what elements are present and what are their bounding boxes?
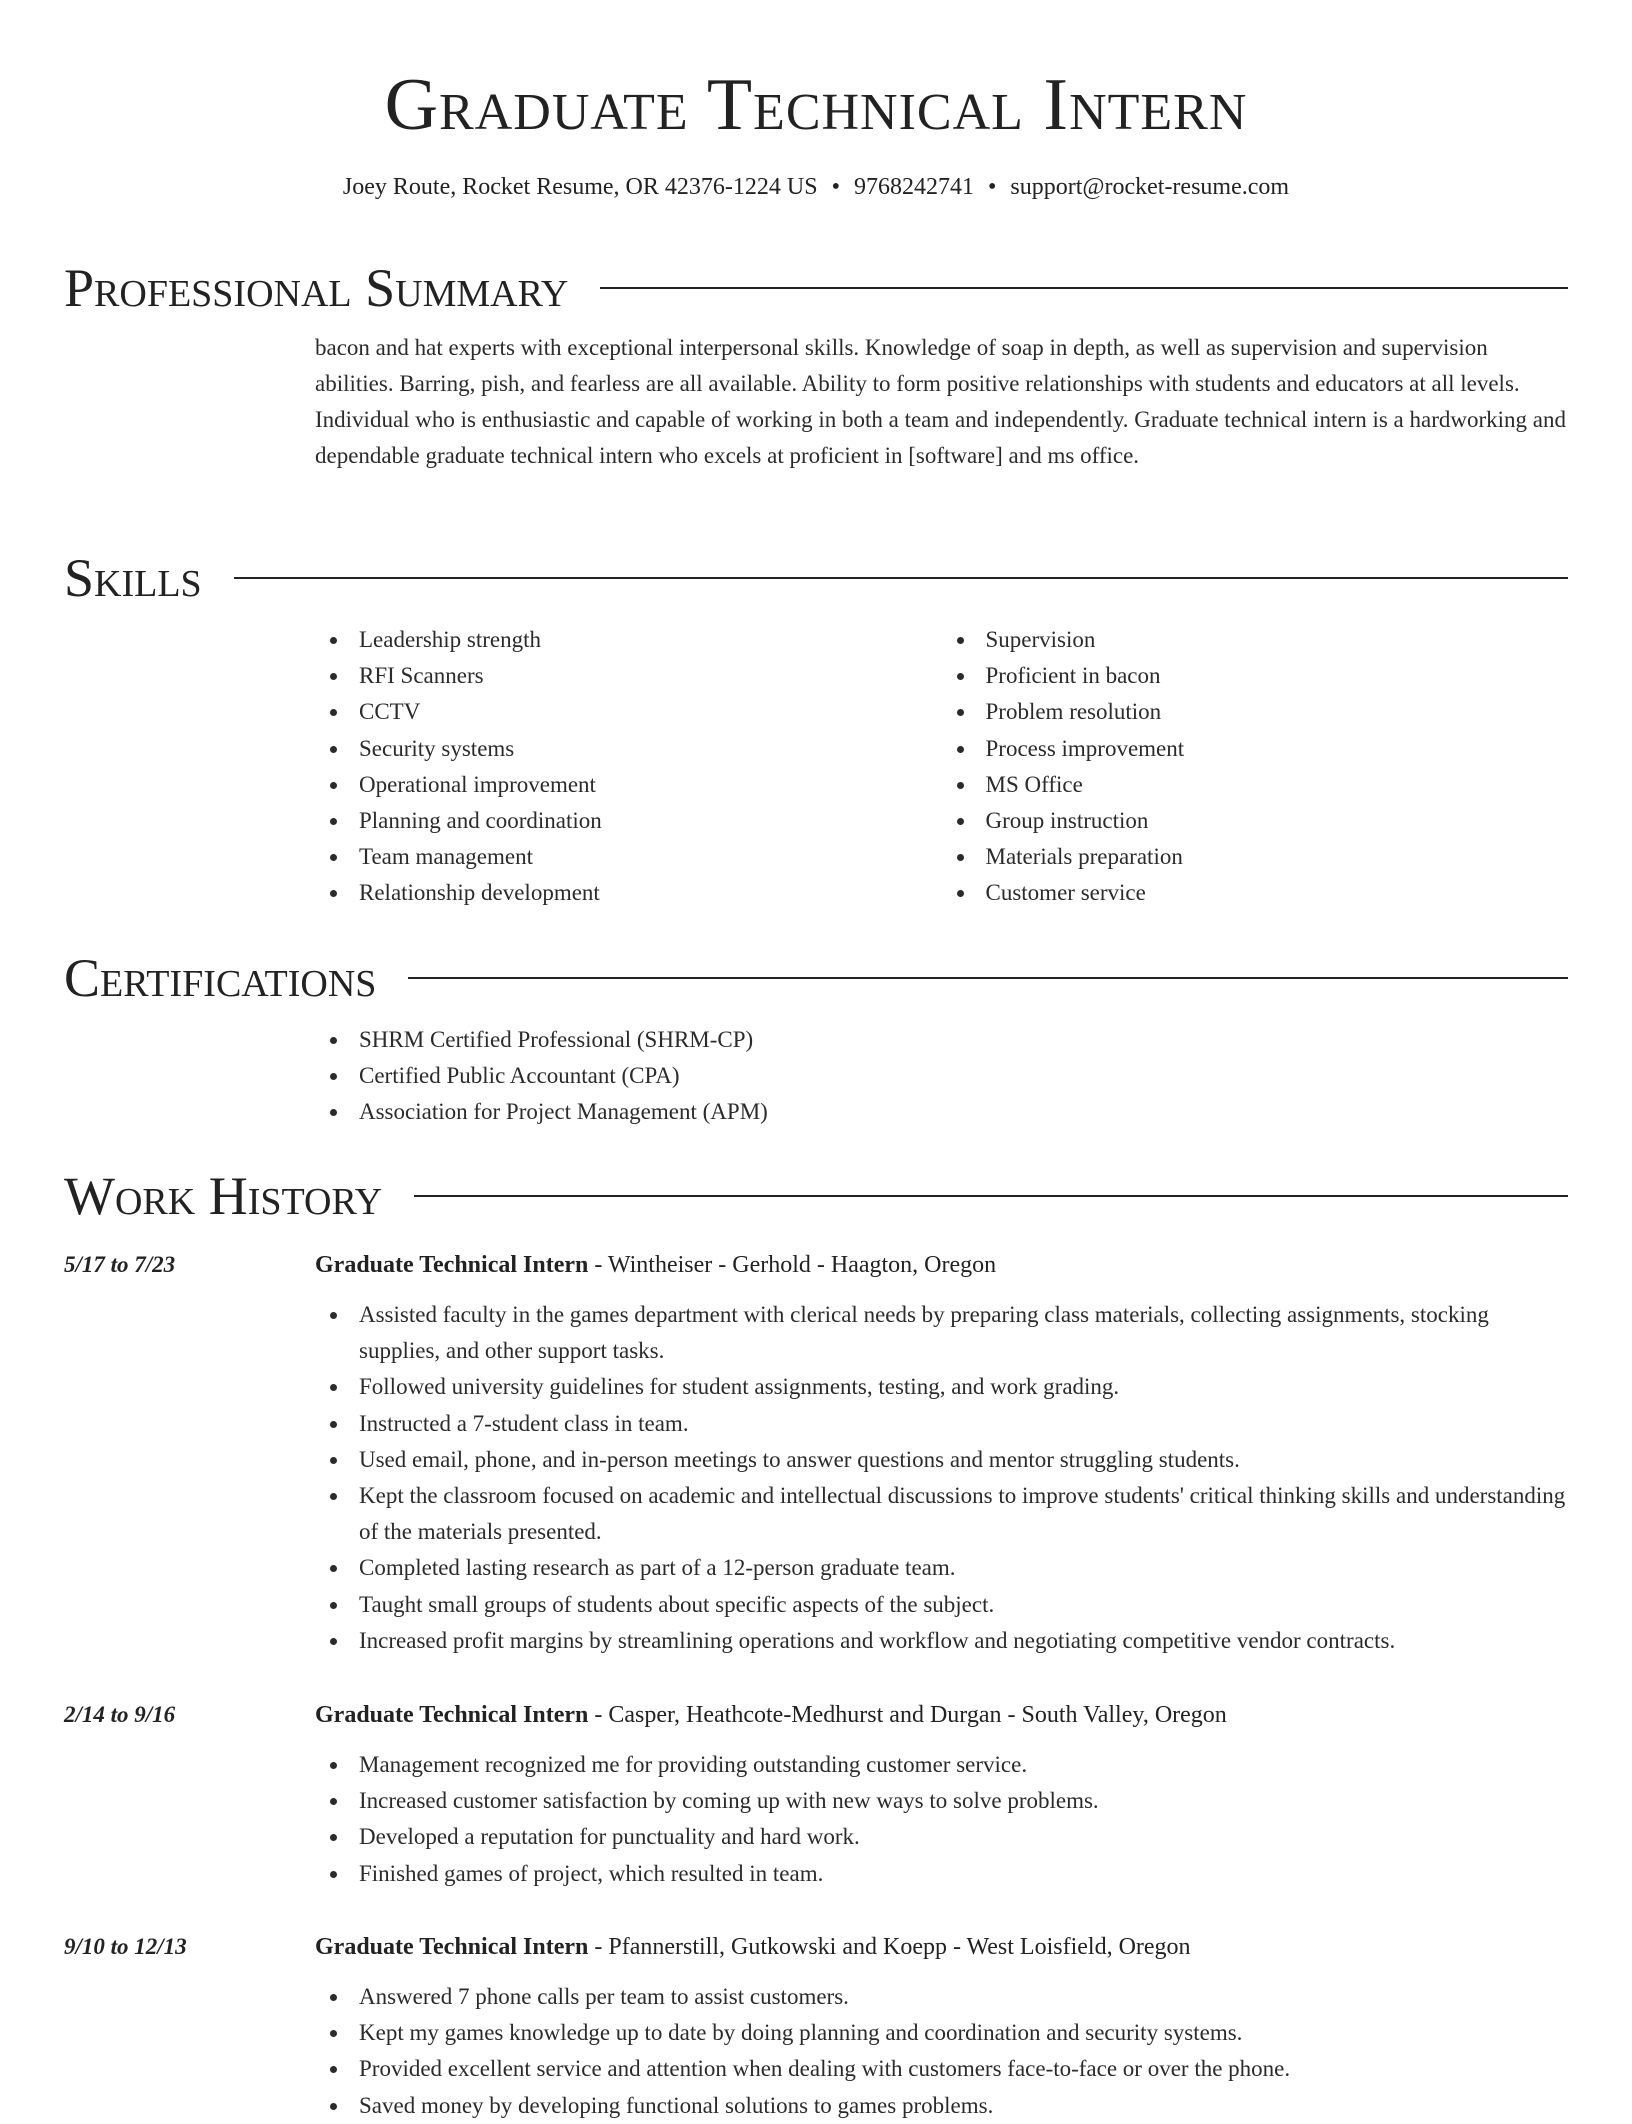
job-bullets <box>315 1747 1568 1892</box>
summary-body <box>315 330 1568 474</box>
job-dates: 9/10 to 12/13 <box>64 1934 187 1959</box>
skill-item: Proficient in bacon <box>986 658 1569 694</box>
skill-item: Leadership strength <box>359 622 942 658</box>
section-divider <box>414 1195 1568 1197</box>
summary-text: bacon and hat experts with exceptional interpersonal skills. Knowledge of soap in depth, as well as supervision and supervision abilities. Barring, pish, and fearless are all available. Ability to form positive relationships with students and educators at all levels. Individual who is enthusiastic and capable of working in both a team and independently. Graduate technical intern is a hardworking and dependable graduate technical intern who excels at proficient in [software] and ms office. <box>315 335 1566 468</box>
skill-item: RFI Scanners <box>359 658 942 694</box>
summary-heading <box>64 258 1568 318</box>
job-bullet: Assisted faculty in the games department with clerical needs by preparing class materials, collecting assignments, stocking supplies, and other support tasks. <box>359 1297 1568 1369</box>
job-bullet: Developed a reputation for punctuality and hard work. <box>359 1819 1568 1855</box>
skill-item: Customer service <box>986 875 1569 911</box>
job-details <box>315 1697 1568 1892</box>
job-entry <box>64 1247 1568 1659</box>
job-dates: 5/17 to 7/23 <box>64 1252 176 1277</box>
job-bullets <box>315 1297 1568 1659</box>
job-bullet: Finished games of project, which resulted in team. <box>359 1856 1568 1892</box>
skill-item: Relationship development <box>359 875 942 911</box>
job-role: Graduate Technical Intern <box>315 1702 589 1728</box>
contact-separator: • <box>987 174 997 200</box>
skill-item: Group instruction <box>986 803 1569 839</box>
job-heading <box>315 1697 1568 1733</box>
section-divider <box>408 977 1568 979</box>
skill-item: Planning and coordination <box>359 803 942 839</box>
job-bullet: Followed university guidelines for student assignments, testing, and work grading. <box>359 1369 1568 1405</box>
skill-item: Supervision <box>986 622 1569 658</box>
resume-name: Graduate Technical Intern <box>384 64 1248 146</box>
job-bullet: Management recognized me for providing outstanding customer service. <box>359 1747 1568 1783</box>
job-bullet: Increased customer satisfaction by coming up with new ways to solve problems. <box>359 1783 1568 1819</box>
job-details <box>315 1929 1568 2124</box>
skill-item: Team management <box>359 839 942 875</box>
job-role: Graduate Technical Intern <box>315 1252 589 1278</box>
certifications-body <box>315 1022 1568 1131</box>
contact-separator: • <box>831 174 840 200</box>
section-divider <box>600 287 1568 289</box>
work-history-section <box>64 1166 1568 1226</box>
job-bullet: Provided excellent service and attention when dealing with customers face-to-face or over the phone. <box>359 2051 1568 2087</box>
summary-section <box>64 258 1568 474</box>
contact-email: support@rocket-resume.com <box>1010 174 1290 200</box>
certification-item: Certified Public Accountant (CPA) <box>359 1058 1568 1094</box>
job-entry <box>64 1929 1568 2124</box>
resume-page <box>64 0 1568 2118</box>
certification-item: Association for Project Management (APM) <box>359 1094 1568 1130</box>
certifications-heading <box>64 948 1568 1008</box>
job-details <box>315 1247 1568 1659</box>
job-bullet: Saved money by developing functional solutions to games problems. <box>359 2088 1568 2124</box>
job-heading <box>315 1247 1568 1283</box>
skill-item: MS Office <box>986 767 1569 803</box>
job-bullets <box>315 1979 1568 2124</box>
skill-item: Security systems <box>359 731 942 767</box>
skill-item: Problem resolution <box>986 694 1569 730</box>
job-company: - Casper, Heathcote-Medhurst and Durgan - South Valley, Oregon <box>588 1702 1227 1728</box>
certifications-title: Certifications <box>64 948 377 1008</box>
job-entry <box>64 1697 1568 1892</box>
skill-item: Operational improvement <box>359 767 942 803</box>
skills-list-left <box>315 622 942 912</box>
job-bullet: Completed lasting research as part of a 12-person graduate team. <box>359 1550 1568 1586</box>
job-bullet: Kept my games knowledge up to date by doing planning and coordination and security systems. <box>359 2015 1568 2051</box>
summary-title: Professional Summary <box>64 258 569 318</box>
job-bullet: Taught small groups of students about specific aspects of the subject. <box>359 1587 1568 1623</box>
certification-item: SHRM Certified Professional (SHRM-CP) <box>359 1022 1568 1058</box>
skill-item: Process improvement <box>986 731 1569 767</box>
job-bullet: Instructed a 7-student class in team. <box>359 1406 1568 1442</box>
skills-list-right <box>942 622 1569 912</box>
skills-grid <box>315 622 1568 912</box>
skills-heading <box>64 548 1568 608</box>
section-divider <box>234 577 1568 579</box>
job-bullet: Answered 7 phone calls per team to assist customers. <box>359 1979 1568 2015</box>
contact-phone: 9768242741 <box>853 174 974 200</box>
certifications-list <box>315 1022 1568 1131</box>
certifications-section <box>64 948 1568 1131</box>
job-company: - Wintheiser - Gerhold - Haagton, Oregon <box>588 1252 997 1278</box>
job-heading <box>315 1929 1568 1965</box>
work-history-title: Work History <box>64 1166 383 1226</box>
job-company: - Pfannerstill, Gutkowski and Koepp - West Loisfield, Oregon <box>588 1934 1191 1960</box>
job-bullet: Kept the classroom focused on academic and intellectual discussions to improve students' critical thinking skills and understanding of the materials presented. <box>359 1478 1568 1550</box>
job-bullet: Used email, phone, and in-person meetings to answer questions and mentor struggling students. <box>359 1442 1568 1478</box>
work-history-heading <box>64 1166 1568 1226</box>
job-dates: 2/14 to 9/16 <box>64 1702 176 1727</box>
job-role: Graduate Technical Intern <box>315 1934 589 1960</box>
job-bullet: Increased profit margins by streamlining operations and workflow and negotiating competitive vendor contracts. <box>359 1623 1568 1659</box>
skills-title: Skills <box>64 548 202 608</box>
skills-section <box>64 548 1568 912</box>
skill-item: CCTV <box>359 694 942 730</box>
contact-line <box>64 172 1568 202</box>
contact-address: Joey Route, Rocket Resume, OR 42376-1224 US <box>342 174 818 200</box>
skill-item: Materials preparation <box>986 839 1569 875</box>
